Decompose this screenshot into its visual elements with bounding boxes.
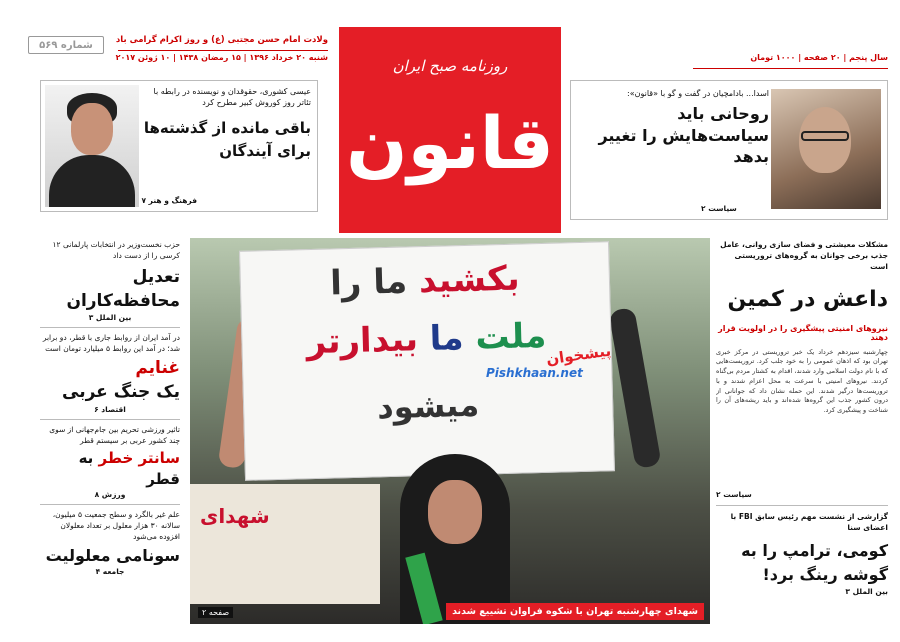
story-section: سیاست ۲: [701, 204, 737, 213]
left-column: [40, 240, 180, 576]
watermark-url: Pishkhaan.net: [486, 366, 583, 380]
story-headline[interactable]: کومی، ترامپ را به گوشه رینگ برد!: [741, 541, 888, 585]
headline-red-part: غنایم: [135, 358, 180, 379]
raised-arm-right: [608, 307, 661, 469]
headline-red-part: سانتر خطر: [98, 449, 180, 468]
story-section: بین الملل ۳: [88, 313, 132, 323]
divider: [40, 504, 180, 505]
story-headline[interactable]: [40, 357, 180, 405]
story-section: جامعه ۴: [95, 567, 125, 577]
newspaper-logo[interactable]: [339, 27, 561, 233]
protester-figure: [380, 454, 530, 624]
sign-line-1: [240, 256, 609, 306]
issue-number-badge: شماره ۵۶۹: [28, 36, 104, 54]
portrait-face: [71, 103, 113, 155]
date-line: شنبه ۲۰ خرداد ۱۳۹۶ | ۱۵ رمضان ۱۴۳۸ | ۱۰ ژوئن ۲۰۱۷: [115, 53, 328, 62]
story-kicker: در آمد ایران از روابط جاری با قطر، دو برابر شد؛ در آمد این روابط ۵ میلیارد تومان است: [42, 333, 180, 354]
story-headline[interactable]: [40, 448, 180, 490]
sign-word-red: بیدارتر: [306, 319, 419, 363]
story-kicker: مشکلات معیشتی و فضای سازی روانی، عامل جذب برخی جوانان به گروه‌های تروریستی است: [720, 240, 888, 271]
issue-info: سال پنجم | ۲۰ صفحه | ۱۰۰۰ تومان: [750, 53, 888, 62]
watermark-persian: پیشخوان: [545, 341, 613, 369]
sign-word: ما را: [329, 261, 408, 304]
story-kicker: عیسی کشوری، حقوقدان و نویسنده در رابطه با تئاتر روز کوروش کبیر مطرح کرد: [153, 87, 311, 107]
story-headline[interactable]: باقی مانده از گذشته‌ها برای آیندگان: [143, 119, 311, 161]
story-kicker: گزارشی از نشست مهم رئیس سابق FBI با اعضای سنا: [730, 511, 888, 532]
page-reference: صفحه ۲: [198, 607, 233, 618]
story-kicker: اسدا... بادامچیان در گفت و گو با «قانون»:: [627, 89, 769, 98]
headline-part: یک جنگ عربی: [62, 381, 180, 402]
logo-subtitle: روزنامه صبح ایران: [392, 57, 508, 75]
main-photo[interactable]: [190, 238, 710, 624]
divider: [716, 505, 888, 506]
banner-text: شهدای: [200, 504, 270, 528]
story-section: فرهنگ و هنر ۷: [141, 196, 197, 205]
portrait-glasses: [801, 131, 849, 141]
protester-face: [428, 480, 482, 544]
headline-part: به قطر: [78, 449, 180, 489]
story-body: چهارشنبه سیزدهم خرداد یک خبر تروریستی در مرکز خبری تهران بود که اذهان عمومی را به خود جلب کرد. تروریست‌هایی که با نام دولت اسلامی وارد شدند، اقدام به کشتار مردم بی‌گناه کردند. نیروهای امنیتی با سرعت به محل اعزام شدند و با تروریست‌ها درگیر شدند. این حمله نشان داد که جوانانی از درون کشور جذب این گروه‌ها شده‌اند و باید ریشه‌های آن را شناخت و پیشگیری کرد.: [716, 347, 888, 415]
top-right-story[interactable]: [570, 80, 888, 220]
portrait-suit: [49, 155, 135, 207]
sign-word-green: ملت: [474, 315, 547, 358]
right-column: [716, 240, 888, 596]
story-kicker: تاثیر ورزشی تحریم بین جام‌جهانی از سوی چند کشور عربی بر سیستم قطر: [49, 424, 180, 445]
story-headline[interactable]: تعدیل محافظه‌کاران: [66, 266, 180, 311]
masthead-rule-right: [693, 68, 888, 69]
story-section: اقتصاد ۶: [94, 404, 126, 414]
story-subheadline: نیروهای امنیتی پیشگیری را در اولویت قرار دهند: [718, 323, 888, 342]
story-section: سیاست ۲: [716, 489, 752, 499]
story-kicker: حزب نخست‌وزیر در انتخابات پارلمانی ۱۲ کرسی را از دست داد: [52, 240, 180, 260]
story-headline[interactable]: سونامی معلولیت: [45, 546, 180, 566]
top-left-story[interactable]: [40, 80, 318, 212]
occasion-line: ولادت امام حسن مجتبی (ع) و روز اکرام گرامی باد: [115, 35, 328, 45]
sign-line-3: میشود: [376, 385, 480, 427]
story-headline[interactable]: روحانی باید سیاست‌هایش را تغییر بدهد: [598, 104, 769, 167]
masthead-rule-left: [118, 50, 328, 51]
story-photo: [771, 89, 881, 209]
story-headline[interactable]: داعش در کمین: [727, 286, 888, 312]
story-photo: [45, 85, 139, 207]
story-kicker: علم غیر بالگرد و سطح جمعیت ۵ میلیون، سالانه ۳۰ هزار معلول بر تعداد معلولان افزوده می‌شود: [52, 510, 180, 542]
sign-word-red: بکشید: [418, 258, 521, 302]
logo-title: قانون: [346, 101, 554, 185]
background-banner: [190, 484, 380, 604]
divider: [40, 327, 180, 328]
sign-word-blue: ما: [417, 317, 476, 360]
divider: [40, 419, 180, 420]
story-section: ورزش ۸: [94, 490, 126, 500]
story-section: بین الملل ۳: [845, 587, 888, 597]
photo-caption[interactable]: شهدای چهارشنبه تهران با شکوه فراوان تشییع شدند: [446, 603, 704, 620]
